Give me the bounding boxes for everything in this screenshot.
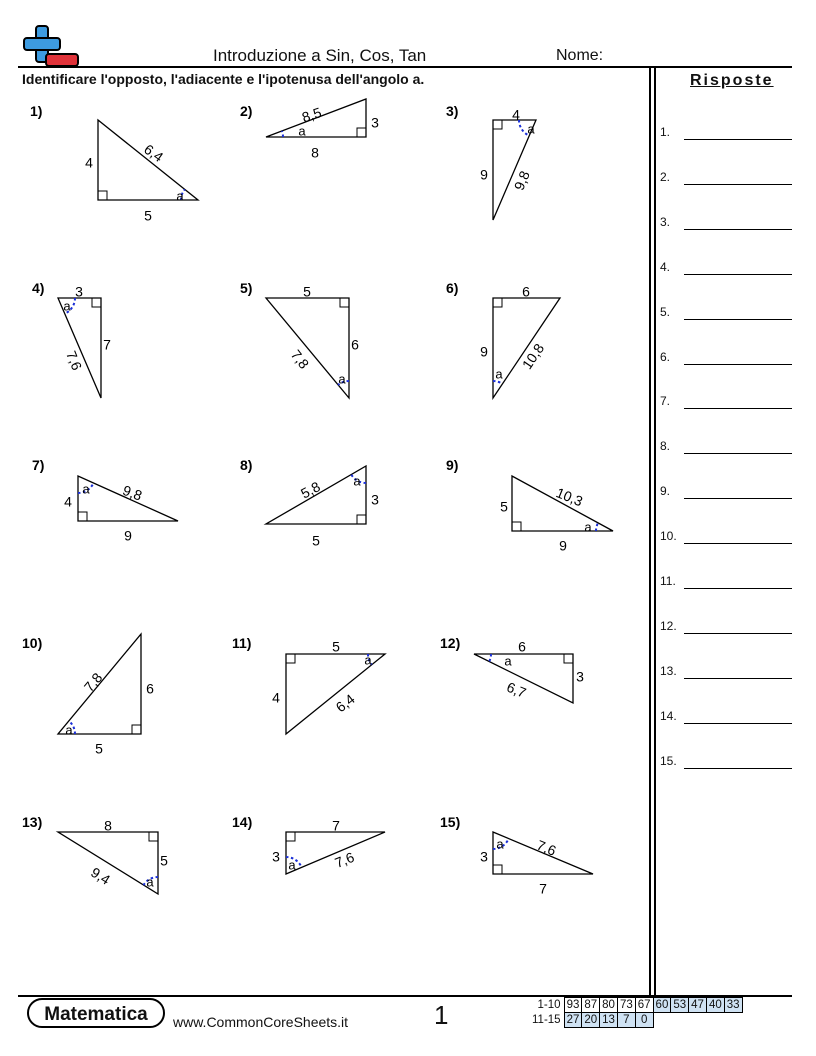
score-row-label: 1-10 <box>537 999 561 1011</box>
answer-row <box>660 123 792 143</box>
problem-number: 15) <box>440 814 461 830</box>
side-length-label: 9,8 <box>120 481 145 504</box>
triangle <box>58 832 158 894</box>
triangle <box>266 298 349 398</box>
right-angle-marker <box>78 512 87 521</box>
angle-label: a <box>495 366 503 382</box>
side-length-label: 3 <box>371 491 379 508</box>
score-cell: 0 <box>635 1013 653 1028</box>
answer-line[interactable] <box>684 768 792 769</box>
angle-arc <box>596 523 598 531</box>
side-length-label: 9,4 <box>88 863 114 888</box>
answer-line[interactable] <box>684 498 792 499</box>
answer-number: 15. <box>660 753 677 768</box>
problem-number: 5) <box>240 280 253 296</box>
side-length-label: 10,3 <box>553 484 586 510</box>
problem-number: 14) <box>232 814 253 830</box>
score-cell: 60 <box>653 998 671 1013</box>
problem-4 <box>32 280 111 398</box>
side-length-label: 8 <box>311 144 319 161</box>
side-length-label: 5 <box>500 498 508 515</box>
side-length-label: 9 <box>480 343 488 360</box>
problem-9 <box>446 457 613 554</box>
side-length-label: 3 <box>576 668 584 685</box>
problem-number: 10) <box>22 635 43 651</box>
side-length-label: 6 <box>518 638 526 655</box>
score-cell: 27 <box>564 1013 582 1028</box>
side-length-label: 6,7 <box>504 678 529 701</box>
answer-line[interactable] <box>684 184 792 185</box>
answer-row <box>660 752 792 772</box>
answer-row <box>660 258 792 278</box>
side-length-label: 9,8 <box>510 168 533 193</box>
answer-number: 3. <box>660 214 671 229</box>
page-number: 1 <box>434 1000 449 1030</box>
angle-label: a <box>298 123 306 139</box>
side-length-label: 5 <box>144 207 152 224</box>
angle-label: a <box>527 121 535 137</box>
side-length-label: 4 <box>512 106 520 123</box>
side-length-label: 3 <box>75 283 83 300</box>
side-length-label: 8,5 <box>299 104 324 126</box>
score-cell: 53 <box>671 998 689 1013</box>
right-angle-marker <box>493 298 502 307</box>
side-length-label: 6 <box>522 283 530 300</box>
score-cell: 73 <box>617 998 635 1013</box>
side-length-label: 6 <box>146 680 154 697</box>
score-cell: 87 <box>582 998 600 1013</box>
problem-11 <box>232 635 385 734</box>
right-angle-marker <box>149 832 158 841</box>
side-length-label: 6,4 <box>332 690 358 716</box>
side-length-label: 5,8 <box>298 478 323 502</box>
score-cell: 47 <box>689 998 707 1013</box>
side-length-label: 9 <box>124 527 132 544</box>
right-angle-marker <box>92 298 101 307</box>
answer-line[interactable] <box>684 139 792 140</box>
answer-row <box>660 482 792 502</box>
answer-line[interactable] <box>684 453 792 454</box>
answer-number: 5. <box>660 304 671 319</box>
angle-arc <box>282 131 283 137</box>
problem-3 <box>446 103 536 220</box>
side-length-label: 5 <box>160 852 168 869</box>
angle-label: a <box>63 298 71 314</box>
problem-1 <box>30 103 198 224</box>
problem-6 <box>446 280 560 398</box>
problem-12 <box>440 635 584 703</box>
answer-number: 9. <box>660 484 671 499</box>
score-cell: 33 <box>724 998 742 1013</box>
answer-row <box>660 662 792 682</box>
answer-number: 6. <box>660 349 671 364</box>
answer-row <box>660 213 792 233</box>
answer-line[interactable] <box>684 274 792 275</box>
side-length-label: 7 <box>332 817 340 834</box>
angle-label: a <box>65 722 73 738</box>
problem-number: 13) <box>22 814 43 830</box>
answer-number: 2. <box>660 169 671 184</box>
right-angle-marker <box>286 832 295 841</box>
angle-label: a <box>364 652 372 668</box>
angle-label: a <box>288 857 296 873</box>
side-length-label: 3 <box>371 114 379 131</box>
problem-7 <box>32 457 178 544</box>
answer-number: 14. <box>660 708 677 723</box>
answer-line[interactable] <box>684 408 792 409</box>
side-length-label: 7 <box>103 336 111 353</box>
answer-row <box>660 348 792 368</box>
triangle <box>493 298 560 398</box>
problem-number: 8) <box>240 457 253 473</box>
side-length-label: 7,6 <box>332 848 357 871</box>
problem-5 <box>240 280 359 398</box>
problem-8 <box>240 457 379 549</box>
answer-line[interactable] <box>684 678 792 679</box>
right-angle-marker <box>132 725 141 734</box>
angle-label: a <box>82 481 90 497</box>
website-link[interactable]: www.CommonCoreSheets.it <box>173 1014 349 1030</box>
answer-line[interactable] <box>684 229 792 230</box>
name-label: Nome: <box>556 47 604 64</box>
triangle <box>512 476 613 531</box>
answer-row <box>660 168 792 188</box>
side-length-label: 3 <box>272 848 280 865</box>
score-cell: 20 <box>582 1013 600 1028</box>
side-length-label: 9 <box>559 537 567 554</box>
column-divider-right <box>654 67 656 997</box>
answer-line[interactable] <box>684 364 792 365</box>
logo-badge: Matematica <box>27 998 165 1028</box>
answer-number: 10. <box>660 529 677 544</box>
side-length-label: 10,8 <box>518 340 548 373</box>
problem-number: 2) <box>240 103 253 119</box>
side-length-label: 6 <box>351 336 359 353</box>
score-cell: 67 <box>635 998 653 1013</box>
right-angle-marker <box>564 654 573 663</box>
answer-row <box>660 617 792 637</box>
angle-label: a <box>176 188 184 204</box>
problem-number: 9) <box>446 457 459 473</box>
side-length-label: 5 <box>95 740 103 757</box>
side-length-label: 5 <box>303 283 311 300</box>
answer-row <box>660 527 792 547</box>
problem-14 <box>232 814 385 874</box>
angle-label: a <box>146 874 154 890</box>
right-angle-marker <box>357 515 366 524</box>
answer-row <box>660 707 792 727</box>
side-length-label: 4 <box>85 154 93 171</box>
side-length-label: 9 <box>480 166 488 183</box>
angle-label: a <box>353 473 361 489</box>
answer-number: 8. <box>660 439 671 454</box>
right-angle-marker <box>493 120 502 129</box>
answer-line[interactable] <box>684 319 792 320</box>
problem-15 <box>440 814 593 897</box>
side-length-label: 7,8 <box>287 346 313 372</box>
answers-title: Risposte <box>690 72 774 89</box>
right-angle-marker <box>340 298 349 307</box>
score-cell: 40 <box>706 998 724 1013</box>
angle-label: a <box>504 653 512 669</box>
problem-number: 7) <box>32 457 45 473</box>
answer-row <box>660 392 792 412</box>
problem-number: 3) <box>446 103 459 119</box>
problem-number: 4) <box>32 280 45 296</box>
angle-label: a <box>584 519 592 535</box>
side-length-label: 7,8 <box>80 669 106 695</box>
answer-row <box>660 437 792 457</box>
right-angle-marker <box>286 654 295 663</box>
answer-number: 1. <box>660 125 671 139</box>
problem-number: 6) <box>446 280 459 296</box>
side-length-label: 7,6 <box>534 836 559 859</box>
problem-number: 12) <box>440 635 461 651</box>
triangle <box>286 832 385 874</box>
answer-line[interactable] <box>684 633 792 634</box>
answer-number: 13. <box>660 663 677 678</box>
angle-label: a <box>338 371 346 387</box>
answer-number: 12. <box>660 618 677 633</box>
worksheet-title: Introduzione a Sin, Cos, Tan <box>213 46 427 65</box>
answer-row <box>660 572 792 592</box>
problem-number: 1) <box>30 103 43 119</box>
score-row-label: 11-15 <box>532 1014 561 1026</box>
right-angle-marker <box>493 865 502 874</box>
problem-2 <box>240 99 379 161</box>
score-table <box>530 997 743 1028</box>
angle-arc <box>489 654 491 662</box>
problem-number: 11) <box>232 635 252 651</box>
side-length-label: 7 <box>539 880 547 897</box>
score-row-11-15 <box>530 1013 742 1028</box>
side-length-label: 3 <box>480 848 488 865</box>
answer-row <box>660 303 792 323</box>
instructions: Identificare l'opposto, l'adiacente e l'ipotenusa dell'angolo a. <box>22 71 425 87</box>
right-angle-marker <box>512 522 521 531</box>
score-row-1-10 <box>530 998 742 1013</box>
side-length-label: 5 <box>312 532 320 549</box>
right-angle-marker <box>98 191 107 200</box>
side-length-label: 5 <box>332 638 340 655</box>
score-cell: 7 <box>617 1013 635 1028</box>
score-cell: 93 <box>564 998 582 1013</box>
side-length-label: 6,4 <box>141 140 167 166</box>
answer-line[interactable] <box>684 723 792 724</box>
side-length-label: 7,6 <box>63 348 86 373</box>
answer-number: 4. <box>660 259 671 274</box>
problem-10 <box>22 634 154 757</box>
answer-line[interactable] <box>684 543 792 544</box>
right-angle-marker <box>357 128 366 137</box>
angle-label: a <box>496 836 504 852</box>
side-length-label: 4 <box>272 689 280 706</box>
answer-line[interactable] <box>684 588 792 589</box>
answer-number: 11. <box>660 574 676 588</box>
problem-13 <box>22 814 168 894</box>
answer-number: 7. <box>660 394 671 409</box>
score-cell: 13 <box>600 1013 618 1028</box>
side-length-label: 4 <box>64 493 72 510</box>
score-cell: 80 <box>600 998 618 1013</box>
side-length-label: 8 <box>104 817 112 834</box>
